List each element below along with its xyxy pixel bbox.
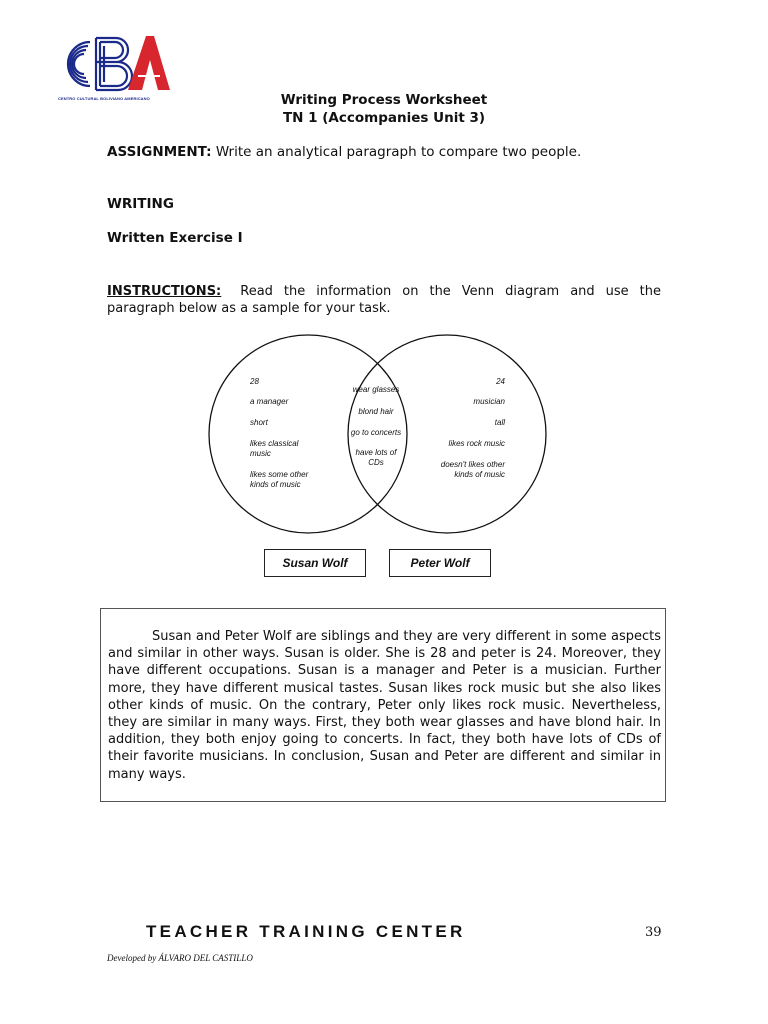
assignment [107, 144, 581, 160]
venn-left-job: a manager [250, 397, 289, 406]
venn-mid-glasses: wear glasses [352, 385, 400, 394]
venn-left-music-1: likes classical [250, 439, 299, 448]
venn-right-music: likes rock music [448, 439, 505, 448]
venn-left-other-1: likes some other [250, 470, 309, 479]
developed-by: Developed by ÁLVARO DEL CASTILLO [107, 953, 253, 963]
assignment-label: ASSIGNMENT: [107, 144, 212, 160]
venn-left-other-2: kinds of music [250, 480, 301, 489]
sample-paragraph-text: Susan and Peter Wolf are siblings and they are very different in some aspects and similar in other ways. Susan is older. She is 28 and peter is 24. Moreover, they have different occupations. Susan is a manager and Peter is a musician. Further more, they have different musical tastes. Susan likes rock music but she also likes other kinds of music. On the contrary, Peter only likes rock music. Nevertheless, they are similar in many ways. First, they both wear glasses and have blond hair. In addition, they both enjoy going to concerts. In fact, they both have lots of CDs of their favorite musicians. In conclusion, Susan and Peter are different and similar in many ways. [108, 629, 661, 782]
venn-right-job: musician [473, 397, 505, 406]
venn-left-age: 28 [250, 377, 259, 386]
venn-diagram [200, 334, 560, 534]
name-box-peter: Peter Wolf [389, 549, 491, 577]
venn-left-height: short [250, 418, 268, 427]
page-number: 39 [645, 925, 662, 940]
section-exercise: Written Exercise I [107, 230, 243, 246]
section-writing: WRITING [107, 196, 174, 212]
instructions [107, 283, 661, 317]
worksheet-subtitle: TN 1 (Accompanies Unit 3) [282, 110, 486, 126]
sample-paragraph-box [100, 608, 666, 802]
venn-right-other-1: doesn't likes other [440, 460, 505, 469]
logo-caption: CENTRO CULTURAL BOLIVIANO AMERICANO [58, 96, 150, 101]
venn-left-music-2: music [250, 449, 271, 458]
venn-mid-cds-2: CDs [368, 458, 384, 467]
instructions-label: INSTRUCTIONS: [107, 284, 222, 299]
venn-mid-hair: blond hair [358, 407, 394, 416]
venn-right-height: tall [494, 418, 505, 427]
instructions-text: Read the information on the Venn diagram and use the paragraph below as a sample for your task. [107, 284, 661, 316]
venn-right-age: 24 [496, 377, 505, 386]
name-box-susan: Susan Wolf [264, 549, 366, 577]
assignment-text: Write an analytical paragraph to compare two people. [215, 144, 582, 160]
venn-right-other-2: kinds of music [454, 470, 505, 479]
venn-mid-cds-1: have lots of [355, 448, 397, 457]
venn-mid-concerts: go to concerts [350, 428, 402, 437]
footer-center-name: TEACHER TRAINING CENTER [146, 922, 466, 941]
worksheet-title: Writing Process Worksheet [280, 92, 488, 108]
sample-paragraph [108, 628, 661, 783]
